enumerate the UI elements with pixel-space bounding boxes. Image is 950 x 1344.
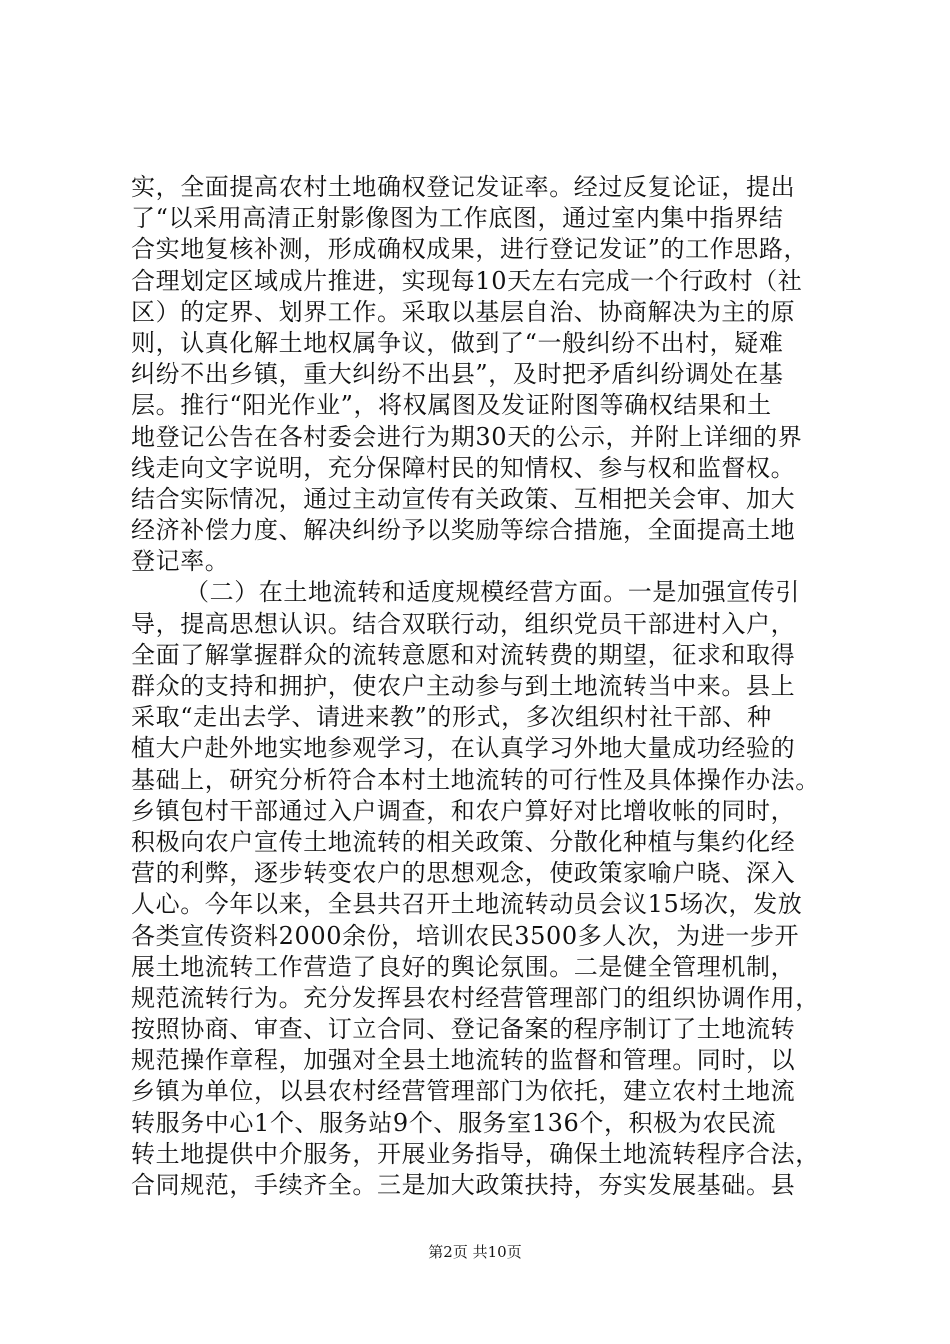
text-line: 基础上，研究分析符合本村土地流转的可行性及具体操作办法。 [131, 765, 820, 794]
text-line: 地登记公告在各村委会进行为期30天的公示，并附上详细的界 [131, 422, 803, 451]
text-line: 则，认真化解土地权属争议，做到了“一般纠纷不出村，疑难 [131, 328, 784, 357]
text-line: 各类宣传资料2000余份，培训农民3500多人次，为进一步开 [131, 921, 800, 950]
text-line: 合理划定区域成片推进，实现每10天左右完成一个行政村（社 [131, 266, 803, 295]
text-line: 人心。今年以来，全县共召开土地流转动员会议15场次，发放 [131, 890, 803, 919]
text-line: 转土地提供中介服务，开展业务指导，确保土地流转程序合法， [131, 1139, 820, 1168]
text-line: 合实地复核补测，形成确权成果，进行登记发证”的工作思路， [131, 235, 809, 264]
text-line: 转服务中心1个、服务站9个、服务室136个，积极为农民流 [131, 1108, 777, 1137]
text-line: 展土地流转工作营造了良好的舆论氛围。二是健全管理机制， [131, 952, 796, 981]
text-line: 采取“走出去学、请进来教”的形式，多次组织村社干部、种 [131, 703, 772, 732]
text-line: 了“以采用高清正射影像图为工作底图，通过室内集中指界结 [131, 204, 784, 233]
text-line: 规范流转行为。充分发挥县农村经营管理部门的组织协调作用， [131, 983, 820, 1012]
text-line: 纠纷不出乡镇，重大纠纷不出县”，及时把矛盾纠纷调处在基 [131, 360, 784, 389]
text-line: 导，提高思想认识。结合双联行动，组织党员干部进村入户， [131, 609, 796, 638]
text-line: 区）的定界、划界工作。采取以基层自治、协商解决为主的原 [131, 297, 796, 326]
text-line: 实，全面提高农村土地确权登记发证率。经过反复论证，提出 [131, 173, 796, 201]
page-number-footer: 第2页 共10页 [428, 1243, 522, 1261]
text-line: 积极向农户宣传土地流转的相关政策、分散化种植与集约化经 [131, 827, 796, 856]
text-line: 植大户赴外地实地参观学习，在认真学习外地大量成功经验的 [131, 734, 796, 763]
text-line: 全面了解掌握群众的流转意愿和对流转费的期望，征求和取得 [131, 640, 796, 669]
body-text [131, 172, 823, 1201]
text-line: 合同规范，手续齐全。三是加大政策扶持，夯实发展基础。县 [131, 1171, 796, 1199]
text-line: 线走向文字说明，充分保障村民的知情权、参与权和监督权。 [131, 453, 796, 482]
text-line: 规范操作章程，加强对全县土地流转的监督和管理。同时，以 [131, 1046, 796, 1075]
text-line: 乡镇包村干部通过入户调查，和农户算好对比增收帐的同时， [131, 796, 796, 825]
text-line: 营的利弊，逐步转变农户的思想观念，使政策家喻户晓、深入 [131, 859, 796, 888]
text-line: 群众的支持和拥护，使农户主动参与到土地流转当中来。县上 [131, 672, 796, 700]
text-line: 结合实际情况，通过主动宣传有关政策、互相把关会审、加大 [131, 484, 796, 513]
text-line: 经济补偿力度、解决纠纷予以奖励等综合措施，全面提高土地 [131, 516, 796, 545]
text-line: 登记率。 [131, 547, 230, 576]
text-line: 按照协商、审查、订立合同、登记备案的程序制订了土地流转 [131, 1015, 796, 1044]
text-line: 乡镇为单位，以县农村经营管理部门为依托，建立农村土地流 [131, 1077, 796, 1106]
section-heading-line: （二）在土地流转和适度规模经营方面。一是加强宣传引 [185, 578, 800, 607]
text-line: 层。推行“阳光作业”，将权属图及发证附图等确权结果和土 [131, 391, 772, 420]
